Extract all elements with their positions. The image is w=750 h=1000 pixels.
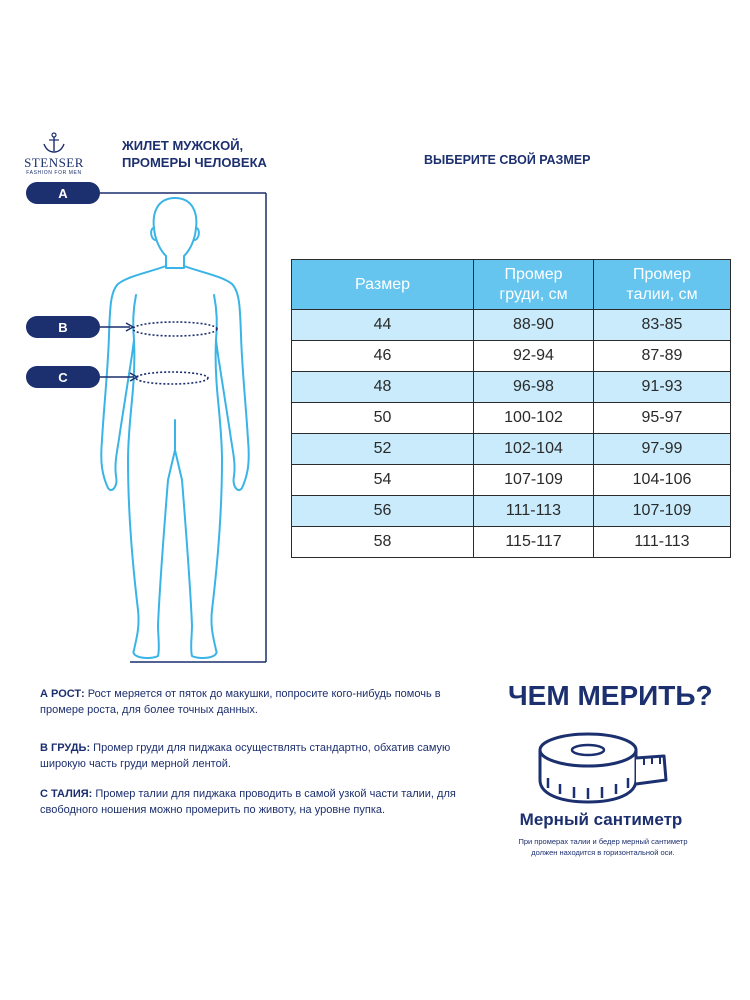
table-row: 54 107-109 104-106 — [292, 465, 731, 496]
marker-a — [26, 182, 100, 204]
table-row: 50 100-102 95-97 — [292, 403, 731, 434]
note-waist — [40, 786, 460, 818]
brand-tagline: FASHION FOR MEN — [26, 170, 82, 176]
title-line-2: ПРОМЕРЫ ЧЕЛОВЕКА — [122, 155, 267, 170]
title-line-1: ЖИЛЕТ МУЖСКОЙ, — [122, 138, 244, 153]
note-waist-text: Промер талии для пиджака проводить в самой узкой части талии, для свободного ношения можно промерить по животу, на уровне пупка. — [40, 788, 456, 816]
header-chest: Промер груди, см — [474, 260, 594, 310]
size-table-header-row — [292, 260, 731, 310]
table-row: 44 88-90 83-85 — [292, 310, 731, 341]
marker-c-label: C — [58, 370, 68, 385]
note-waist-label: С ТАЛИЯ: — [40, 788, 93, 800]
marker-b — [26, 316, 100, 338]
note-chest — [40, 740, 460, 772]
note-chest-text: Промер груди для пиджака осуществлять стандартно, обхатив самую широкую часть груди мерной лентой. — [40, 742, 451, 770]
note-height — [40, 686, 460, 718]
human-silhouette — [101, 198, 249, 658]
table-row: 58 115-117 111-113 — [292, 527, 731, 558]
table-row: 46 92-94 87-89 — [292, 341, 731, 372]
table-row: 52 102-104 97-99 — [292, 434, 731, 465]
anchor-icon — [41, 132, 67, 154]
note-height-label: А РОСТ: — [40, 688, 85, 700]
marker-c — [26, 366, 100, 388]
size-table — [291, 259, 731, 558]
brand-logo — [18, 132, 90, 177]
table-row: 48 96-98 91-93 — [292, 372, 731, 403]
table-row: 56 111-113 107-109 — [292, 496, 731, 527]
page-title — [122, 137, 267, 171]
tape-label: Мерный сантиметр — [519, 810, 683, 829]
header-waist: Промер талии, см — [594, 260, 731, 310]
choose-size-heading: ВЫБЕРИТЕ СВОЙ РАЗМЕР — [424, 153, 591, 167]
header-size: Размер — [292, 260, 474, 310]
marker-a-label: A — [58, 186, 68, 201]
chest-measure-line — [133, 322, 217, 336]
note-height-text: Рост меряется от пяток до макушки, попросите кого-нибудь помочь в промере роста, для более точных данных. — [40, 688, 441, 716]
note-chest-label: В ГРУДЬ: — [40, 742, 91, 754]
measuring-tape-icon — [532, 722, 672, 806]
tape-note: При промерах талии и бедер мерный сантиметр должен находится в горизонтальной оси. — [518, 837, 688, 857]
brand-name: STENSER — [24, 155, 84, 170]
waist-measure-line — [136, 372, 208, 384]
what-to-measure-heading: ЧЕМ МЕРИТЬ? — [508, 680, 713, 711]
marker-b-label: B — [58, 320, 68, 335]
body-measurement-figure — [0, 175, 290, 665]
